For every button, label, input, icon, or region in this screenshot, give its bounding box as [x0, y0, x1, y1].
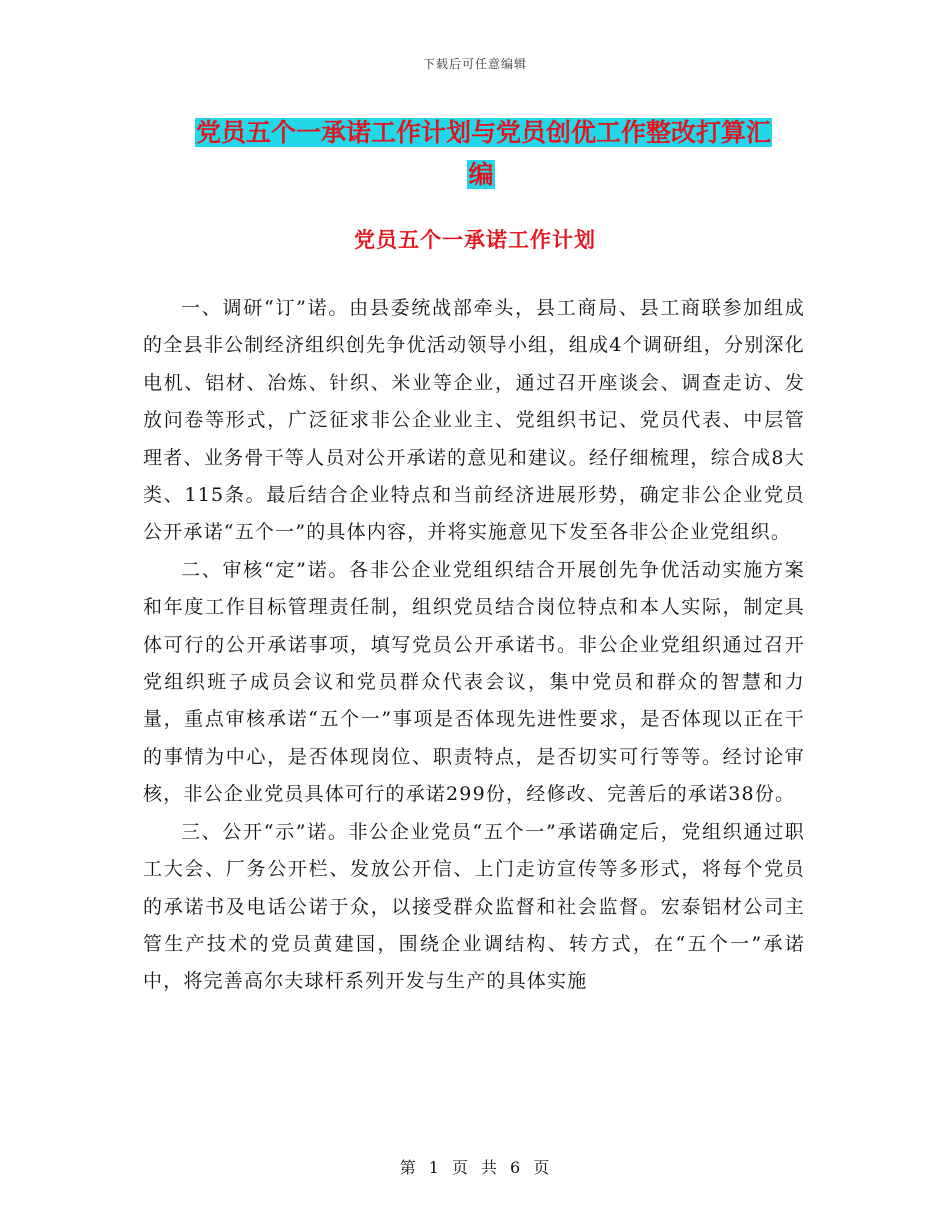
- page-footer: [0, 1155, 950, 1178]
- document-title-line1: 党员五个一承诺工作计划与党员创优工作整改打算汇: [196, 118, 772, 147]
- paragraph-1: 一、调研“订”诺。由县委统战部牵头，县工商局、县工商联参加组成的全县非公制经济组织创先争优活动领导小组，组成4个调研组，分别深化电机、铝材、冶炼、针织、米业等企业，通过召开座谈会、调查走访、发放问卷等形式，广泛征求非公企业业主、党组织书记、党员代表、中层管理者、业务骨干等人员对公开承诺的意见和建议。经仔细梳理，综合成8大类、115条。最后结合企业特点和当前经济进展形势，确定非公企业党员公开承诺“五个一”的具体内容，并将实施意见下发至各非公企业党组织。: [143, 297, 805, 544]
- footer-page-label: 第: [399, 1158, 417, 1177]
- footer-total-unit: 页: [533, 1158, 551, 1177]
- document-title-line2: 编: [468, 160, 494, 189]
- header-note: 下载后可任意编辑: [422, 57, 527, 71]
- paragraph-2: 二、审核“定”诺。各非公企业党组织结合开展创先争优活动实施方案和年度工作目标管理责任制，组织党员结合岗位特点和本人实际，制定具体可行的公开承诺事项，填写党员公开承诺书。非公企业党组织通过召开党组织班子成员会议和党员群众代表会议，集中党员和群众的智慧和力量，重点审核承诺“五个一”事项是否体现先进性要求，是否体现以正在干的事情为中心，是否体现岗位、职责特点，是否切实可行等等。经讨论审核，非公企业党员具体可行的承诺299份，经修改、完善后的承诺38份。: [143, 558, 805, 806]
- footer-page-current: 1: [428, 1158, 440, 1177]
- section-title: 党员五个一承诺工作计划: [354, 227, 596, 252]
- paragraph-3: 三、公开“示”诺。非公企业党员“五个一”承诺确定后，党组织通过职工大会、厂务公开栏、发放公开信、上门走访宣传等多形式，将每个党员的承诺书及电话公诺于众，以接受群众监督和社会监督。宏泰铝材公司主管生产技术的党员黄建国，围绕企业调结构、转方式，在“五个一”承诺中，将完善高尔夫球杆系列开发与生产的具体实施: [143, 820, 805, 993]
- document-title: [195, 112, 807, 196]
- document-body: [143, 290, 805, 1001]
- footer-page-total: 6: [510, 1158, 522, 1177]
- footer-page-unit: 页: [451, 1158, 469, 1177]
- footer-total-label: 共: [481, 1158, 499, 1177]
